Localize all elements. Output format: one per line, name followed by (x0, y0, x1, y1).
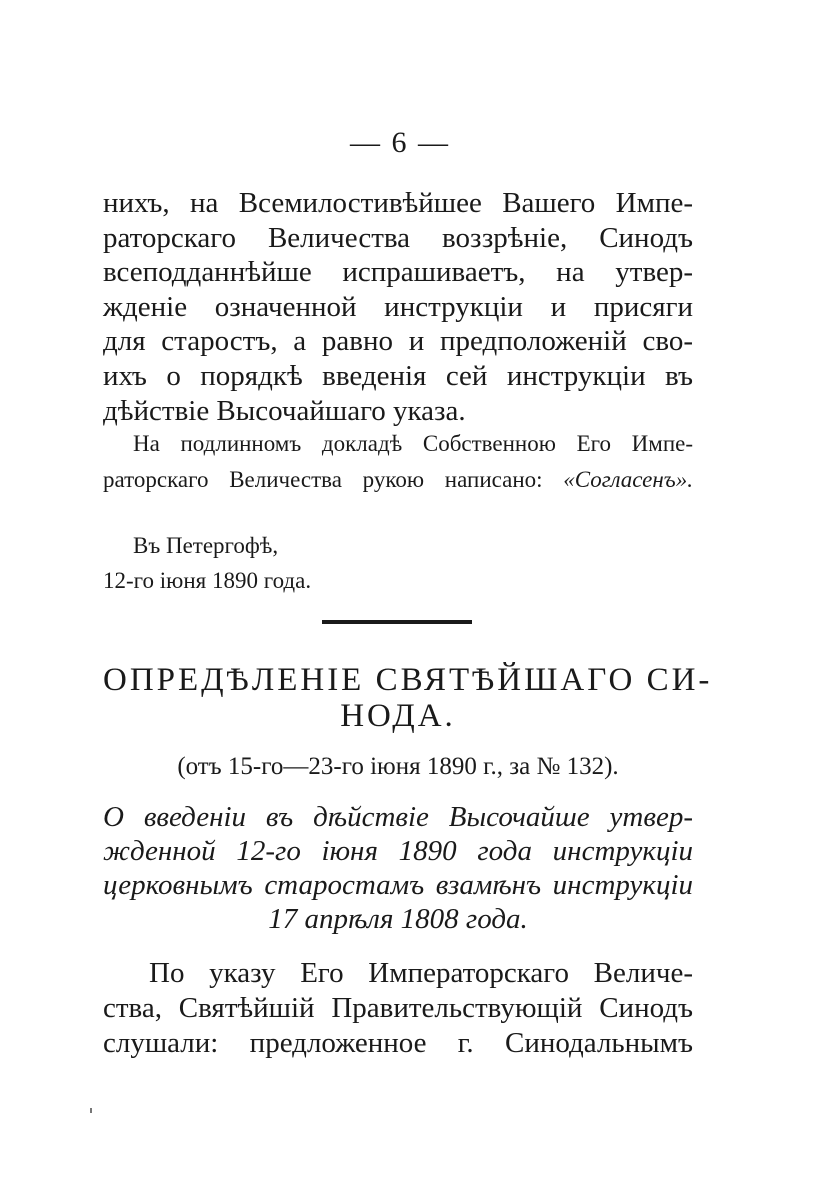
italic-title-line: жденной 12-го іюня 1890 года инструкціи (103, 835, 693, 867)
heading-line-1: ОПРЕДѢЛЕНІЕ СВЯТѢЙШАГО СИ- (103, 662, 713, 698)
paragraph-2-line: слушали: предложенное г. Синодальнымъ (103, 1027, 693, 1059)
italic-title-line: церковнымъ старостамъ взамѣнъ инструкціи (103, 869, 693, 901)
italic-title-line: О введеніи въ дѣйствіе Высочайше утвер- (103, 801, 693, 833)
date-line: 12-го іюня 1890 года. (103, 568, 312, 593)
note-line-2-a: раторскаго Величества (103, 467, 342, 492)
paragraph-1-line: всеподданнѣйше испрашиваетъ, на утвер- (103, 256, 693, 289)
paragraph-1-line: дѣйствіе Высочайшаго указа. (103, 394, 466, 427)
section-subheading: (отъ 15-го—23-го іюня 1890 г., за № 132). (177, 753, 619, 780)
note-line-2-c: «Согласенъ». (563, 467, 693, 492)
section-heading (103, 662, 713, 734)
page-number: — 6 — (350, 126, 450, 159)
paragraph-1-line: жденіе означенной инструкціи и присяги (103, 290, 693, 323)
paragraph-1-line: раторскаго Величества воззрѣніе, Синодъ (103, 221, 693, 254)
paragraph-1-line: ихъ о порядкѣ введенія сей инструкціи въ (103, 359, 693, 392)
paragraph-2-line: По указу Его Императорскаго Величе- (149, 957, 693, 989)
paragraph-2 (103, 956, 693, 1061)
note-line-2 (103, 462, 693, 498)
paragraph-1-line: нихъ, на Всемилостивѣйшее Вашего Импе- (103, 187, 693, 219)
place-date (103, 528, 693, 598)
heading-line-2: НОДА. (340, 698, 456, 734)
resolution-note (103, 426, 693, 498)
paper-speck (90, 1108, 92, 1113)
italic-title-line: 17 апрѣля 1808 года. (268, 903, 528, 935)
place-line: Въ Петергофѣ, (133, 533, 279, 558)
italic-title (103, 800, 693, 936)
paragraph-1 (103, 186, 693, 428)
paragraph-2-line: ства, Святѣйшій Правительствующій Синодъ (103, 992, 693, 1024)
paragraph-1-line: для старостъ, а равно и предположеній сво- (103, 325, 693, 358)
note-line-1: На подлинномъ докладѣ Собственною Его Импе- (133, 431, 693, 456)
note-line-2-b: рукою написано: (362, 467, 543, 492)
section-divider (322, 620, 472, 624)
